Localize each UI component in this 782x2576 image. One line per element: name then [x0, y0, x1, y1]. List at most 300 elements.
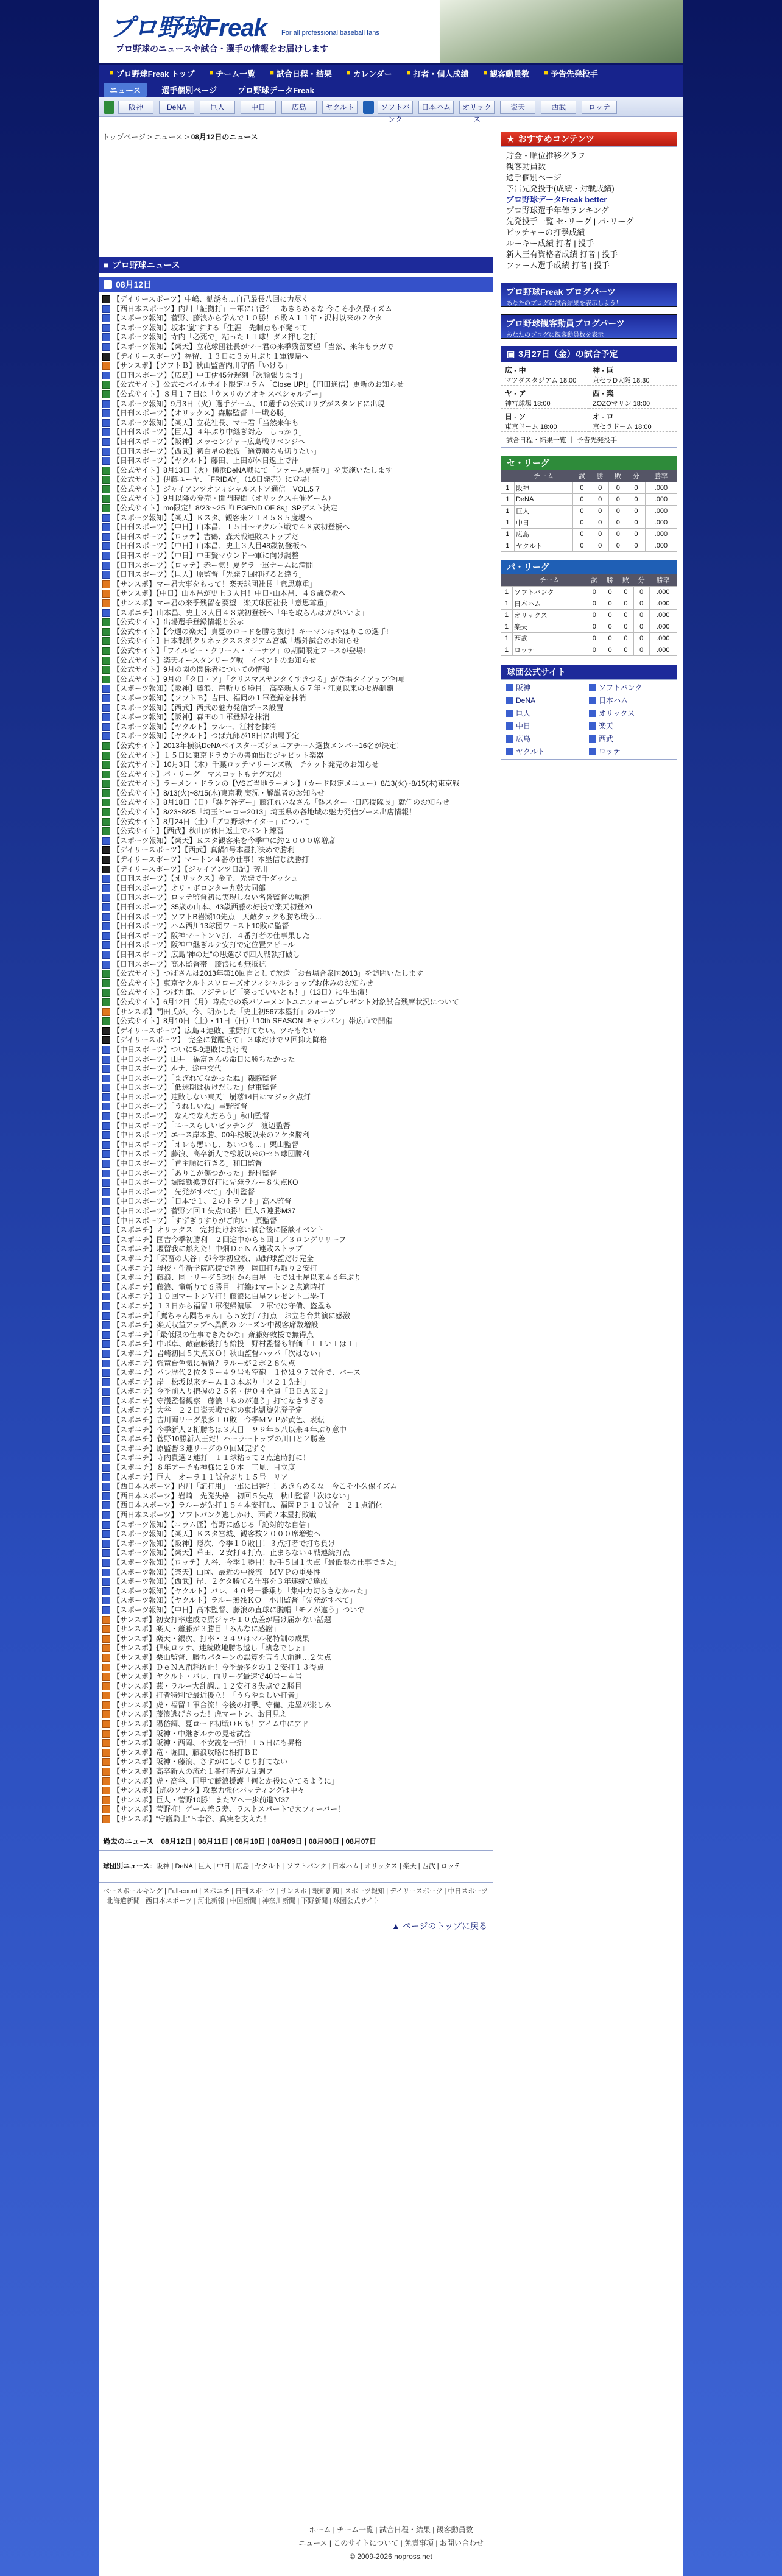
news-item-title: 【公式サイト】出場選手登録情報と公示 — [113, 618, 244, 627]
team-news-link[interactable]: ヤクルト — [255, 1862, 281, 1870]
news-item[interactable] — [102, 1140, 493, 1150]
news-item[interactable] — [102, 551, 493, 561]
news-item[interactable] — [102, 1416, 493, 1425]
footer-links-2[interactable]: ニュース | このサイトについて | 免責事項 | お問い合わせ — [298, 2539, 484, 2547]
data-freak-link[interactable] — [506, 249, 672, 260]
standings-cell: 0 — [573, 540, 591, 552]
news-item[interactable] — [102, 1283, 493, 1293]
news-item-title: 【公式サイト】6月12日（月）時点での系パワーメントユニフォームプレゼント対象試合残席状況について — [113, 997, 459, 1006]
news-item[interactable] — [102, 836, 493, 846]
news-item[interactable] — [102, 817, 493, 827]
team-news-link[interactable]: 日本ハム — [332, 1862, 359, 1870]
news-item[interactable] — [102, 684, 493, 694]
data-freak-link[interactable] — [506, 216, 672, 227]
news-item[interactable] — [102, 1634, 493, 1644]
team-site-link[interactable] — [589, 682, 672, 693]
data-freak-link[interactable] — [506, 205, 672, 216]
news-item[interactable] — [102, 1339, 493, 1349]
team-button[interactable]: 楽天 — [500, 101, 535, 114]
news-item[interactable] — [102, 656, 493, 666]
past-news-date[interactable]: 08月08日 — [308, 1837, 340, 1846]
team-site-link[interactable] — [589, 695, 672, 705]
recommended-link[interactable] — [506, 161, 672, 172]
source-icon — [102, 1150, 110, 1158]
team-button[interactable]: 巨人 — [200, 101, 235, 114]
source-icon — [102, 1245, 110, 1253]
standings-cell: 0 — [633, 610, 649, 621]
blog-parts-banner[interactable] — [501, 283, 677, 307]
news-item-title: 【スポニチ】国吉今季初勝利 ２回途中から５回１／３ロングリリーフ — [113, 1235, 347, 1244]
team-button[interactable]: ヤクルト — [322, 101, 358, 114]
news-item[interactable] — [102, 1653, 493, 1663]
news-item-title: 【公式サイト】パ・リーグ マスコットもナグ大決! — [113, 769, 282, 778]
news-item[interactable] — [102, 437, 493, 447]
standings-cell[interactable]: 広島 — [514, 529, 572, 540]
news-item[interactable] — [102, 741, 493, 751]
news-item[interactable] — [102, 305, 493, 314]
news-item[interactable] — [102, 542, 493, 551]
news-item[interactable] — [102, 1615, 493, 1625]
news-item[interactable] — [102, 1520, 493, 1530]
news-item[interactable] — [102, 295, 493, 305]
standings-cell[interactable]: オリックス — [513, 610, 586, 621]
news-item-title: 【スポーツ報知】【阪神】藤浪、竜斬り６勝目！高卒新人６７年・江夏以来のセ界制覇 — [113, 684, 394, 693]
sub-nav — [99, 82, 683, 97]
source-icon — [102, 742, 110, 750]
team-site-link[interactable] — [506, 721, 589, 731]
news-item[interactable] — [102, 1045, 493, 1055]
news-item[interactable] — [102, 400, 493, 409]
news-item[interactable] — [102, 580, 493, 590]
news-item-title: 【スポニチ】「最低限の仕事できたかな」斎藤好救援で無得点 — [113, 1330, 314, 1339]
news-item[interactable] — [102, 760, 493, 770]
team-button[interactable]: DeNA — [159, 101, 194, 114]
news-item[interactable] — [102, 1330, 493, 1340]
news-item[interactable] — [102, 1425, 493, 1435]
news-item[interactable] — [102, 979, 493, 989]
news-item[interactable] — [102, 1121, 493, 1131]
team-news-link[interactable]: 広島 — [236, 1862, 250, 1870]
source-icon — [102, 866, 110, 873]
nav-item[interactable] — [544, 68, 598, 79]
news-item[interactable] — [102, 456, 493, 466]
news-item[interactable] — [102, 1055, 493, 1065]
news-item[interactable] — [102, 1682, 493, 1692]
news-item[interactable] — [102, 627, 493, 637]
news-item[interactable] — [102, 1748, 493, 1758]
source-icon — [102, 932, 110, 940]
news-item[interactable] — [102, 1738, 493, 1748]
team-news-link[interactable]: 楽天 — [403, 1862, 417, 1870]
news-item[interactable] — [102, 323, 493, 333]
news-item[interactable] — [102, 466, 493, 476]
team-button[interactable]: 阪神 — [118, 101, 153, 114]
news-item[interactable] — [102, 1672, 493, 1682]
source-icon — [102, 1226, 110, 1234]
news-item[interactable] — [102, 713, 493, 722]
news-item[interactable] — [102, 1159, 493, 1169]
team-news-link[interactable]: オリックス — [364, 1862, 398, 1870]
past-news-date[interactable]: 08月10日 — [234, 1837, 266, 1846]
news-item[interactable] — [102, 1007, 493, 1017]
team-news-link[interactable]: ロッテ — [440, 1862, 461, 1870]
team-site-link[interactable] — [589, 746, 672, 757]
news-item[interactable] — [102, 1691, 493, 1701]
schedule-game[interactable] — [501, 409, 589, 432]
news-item[interactable] — [102, 903, 493, 912]
news-item[interactable] — [102, 1596, 493, 1606]
team-news-link[interactable]: 中日 — [217, 1862, 231, 1870]
news-item-title: 【公式サイト】つばさんは2013年第10回自として放送「お台場合衆国2013」を訪問いたします — [113, 969, 423, 978]
news-item[interactable] — [102, 1805, 493, 1815]
news-item-title: 【日刊スポーツ】阪神中継ぎルテ安打で定位置アピール — [113, 940, 295, 950]
source-icon — [102, 761, 110, 769]
nav-item[interactable] — [270, 68, 332, 79]
news-item[interactable] — [102, 1017, 493, 1026]
news-item[interactable] — [102, 1359, 493, 1369]
news-item[interactable] — [102, 1083, 493, 1093]
news-item-title: 【サンスポ】門田氏が、今、明かした「史上初567本塁打」のルーツ — [113, 1007, 336, 1016]
news-item[interactable] — [102, 646, 493, 656]
news-item[interactable] — [102, 1729, 493, 1739]
news-item[interactable] — [102, 884, 493, 894]
recommended-link[interactable] — [506, 183, 672, 194]
news-item[interactable] — [102, 950, 493, 960]
news-item[interactable] — [102, 1368, 493, 1378]
news-item[interactable] — [102, 371, 493, 381]
team-news-link[interactable]: DeNA — [175, 1862, 193, 1870]
source-icon — [102, 571, 110, 579]
subnav-item[interactable] — [155, 83, 223, 97]
news-item-title: 【スポーツ報知】【楽天】山岡、最近の中後流 ＭＶＰの重要性 — [113, 1567, 321, 1576]
news-item[interactable] — [102, 1606, 493, 1615]
news-item[interactable] — [102, 1387, 493, 1397]
news-item[interactable] — [102, 1701, 493, 1710]
news-item[interactable] — [102, 1539, 493, 1549]
news-item[interactable] — [102, 931, 493, 941]
standings-cell[interactable]: DeNA — [514, 494, 572, 506]
past-news-date[interactable]: 08月09日 — [271, 1837, 303, 1846]
team-news-link[interactable]: 巨人 — [198, 1862, 212, 1870]
news-item[interactable] — [102, 494, 493, 504]
news-item[interactable] — [102, 485, 493, 495]
game-stadium-time: ZOZOマリン 18:00 — [593, 400, 650, 408]
news-item[interactable] — [102, 1463, 493, 1473]
news-item[interactable] — [102, 893, 493, 903]
news-item[interactable] — [102, 599, 493, 609]
news-item[interactable] — [102, 1216, 493, 1226]
team-site-label: DeNA — [516, 696, 536, 705]
breadcrumb-news[interactable]: ニュース — [153, 133, 183, 141]
standings-cell[interactable]: ロッテ — [513, 644, 586, 656]
schedule-game[interactable] — [589, 386, 677, 409]
news-item[interactable] — [102, 1767, 493, 1777]
news-item[interactable] — [102, 922, 493, 931]
news-item[interactable] — [102, 1444, 493, 1454]
news-item[interactable] — [102, 1625, 493, 1634]
news-item[interactable] — [102, 1434, 493, 1444]
news-item[interactable] — [102, 361, 493, 371]
standings-cell[interactable]: 西武 — [513, 633, 586, 644]
news-item-title: 【デイリースポーツ】【ジャイアンツ日記】芳川 — [113, 864, 269, 873]
news-item[interactable] — [102, 1558, 493, 1568]
news-item[interactable] — [102, 969, 493, 979]
news-item[interactable] — [102, 779, 493, 789]
news-item[interactable] — [102, 1273, 493, 1283]
team-button[interactable]: 西武 — [541, 101, 576, 114]
news-item[interactable] — [102, 751, 493, 761]
news-item[interactable] — [102, 333, 493, 342]
news-item[interactable] — [102, 1149, 493, 1159]
news-item[interactable] — [102, 1453, 493, 1463]
news-item[interactable] — [102, 1093, 493, 1103]
source-icon — [102, 989, 110, 997]
team-site-label: ロッテ — [599, 747, 621, 756]
data-freak-link[interactable] — [506, 260, 672, 271]
news-item[interactable] — [102, 694, 493, 704]
source-icon — [102, 476, 110, 484]
news-item[interactable] — [102, 722, 493, 732]
news-item[interactable] — [102, 1643, 493, 1653]
news-item[interactable] — [102, 704, 493, 713]
standings-cell[interactable]: 楽天 — [513, 621, 586, 633]
news-item[interactable] — [102, 428, 493, 437]
news-item[interactable] — [102, 314, 493, 323]
news-item[interactable] — [102, 561, 493, 571]
data-freak-link[interactable] — [506, 238, 672, 249]
news-item[interactable] — [102, 342, 493, 352]
schedule-game[interactable] — [501, 386, 589, 409]
news-item[interactable] — [102, 1492, 493, 1501]
news-item[interactable] — [102, 789, 493, 799]
news-item[interactable] — [102, 960, 493, 970]
news-item[interactable] — [102, 409, 493, 418]
news-item[interactable] — [102, 1796, 493, 1805]
pacific-league-title: パ・リーグ — [507, 562, 549, 572]
source-icon — [102, 1701, 110, 1709]
breadcrumb-home[interactable]: トップページ — [102, 133, 146, 141]
media-links[interactable]: ベースボールキング | Full-count | スポニチ | 日刊スポーツ | サンスポ | 報知新聞 | スポーツ報知 | デイリースポーツ | 中日スポーツ | 北海道新聞 | 西日本スポーツ | 河北新報 | 中国新聞 | 神奈川新聞 | 下野新聞 | 球団公式サイト — [99, 1882, 493, 1910]
subnav-item[interactable] — [104, 83, 147, 97]
news-item-title: 【スポニチ】藤浪、同一リーグ５球団から白星 セでは土屋以来４６年ぶり — [113, 1273, 362, 1282]
team-news-link[interactable]: 西武 — [421, 1862, 435, 1870]
standings-cell[interactable]: ヤクルト — [514, 540, 572, 552]
news-item[interactable] — [102, 912, 493, 922]
news-item-title: 【サンスポ】虎・高谷、同甲で藤浪援護「何とか役に立てるように」 — [113, 1776, 339, 1785]
recommended-link[interactable] — [506, 172, 672, 183]
news-item[interactable] — [102, 1197, 493, 1207]
news-item[interactable] — [102, 1026, 493, 1036]
team-site-link[interactable] — [506, 682, 589, 693]
news-item[interactable] — [102, 637, 493, 646]
recommended-link[interactable] — [506, 150, 672, 161]
news-item[interactable] — [102, 475, 493, 485]
news-item[interactable] — [102, 1178, 493, 1188]
news-item[interactable] — [102, 418, 493, 428]
standings-row — [501, 540, 677, 552]
standings-cell[interactable]: 日本ハム — [513, 598, 586, 610]
news-item[interactable] — [102, 665, 493, 675]
page-top-link[interactable]: ▲ ページのトップに戻る — [391, 1921, 487, 1931]
news-item[interactable] — [102, 1720, 493, 1729]
past-news-date[interactable]: 08月12日 — [161, 1837, 192, 1846]
news-item[interactable] — [102, 1207, 493, 1216]
news-item[interactable] — [102, 513, 493, 523]
subnav-item[interactable] — [231, 83, 320, 97]
news-item[interactable] — [102, 1587, 493, 1597]
news-item[interactable] — [102, 855, 493, 865]
source-icon — [102, 827, 110, 835]
news-item[interactable] — [102, 1548, 493, 1558]
news-item[interactable] — [102, 1349, 493, 1359]
news-item[interactable] — [102, 1378, 493, 1388]
news-item[interactable] — [102, 1663, 493, 1673]
news-item[interactable] — [102, 845, 493, 855]
schedule-links[interactable]: 試合日程・結果一覧 ｜ 予告先発投手 — [501, 432, 677, 448]
news-item[interactable] — [102, 770, 493, 780]
team-site-link[interactable] — [589, 733, 672, 744]
schedule-game[interactable] — [589, 409, 677, 432]
nav-item[interactable] — [347, 68, 392, 79]
standings-cell: .000 — [645, 517, 677, 529]
news-item[interactable] — [102, 1074, 493, 1084]
schedule-game[interactable] — [589, 362, 677, 386]
news-item[interactable] — [102, 1511, 493, 1520]
news-item[interactable] — [102, 1311, 493, 1321]
news-item[interactable] — [102, 1292, 493, 1302]
news-item[interactable] — [102, 808, 493, 817]
news-item[interactable] — [102, 1577, 493, 1587]
team-news-link[interactable]: ソフトバンク — [286, 1862, 327, 1870]
news-item[interactable] — [102, 1473, 493, 1483]
news-item[interactable] — [102, 940, 493, 950]
news-item-title: 【サンスポ】栗山監督、勝ちパターンの誤算を言う大前進…２失点 — [113, 1653, 331, 1662]
news-item[interactable] — [102, 1777, 493, 1787]
news-item[interactable] — [102, 827, 493, 836]
news-item[interactable] — [102, 1568, 493, 1578]
team-site-link[interactable] — [589, 708, 672, 718]
news-item-title: 【スポニチ】原監督３連リーグの９回Ｍ完ずぐ — [113, 1444, 267, 1453]
news-item[interactable] — [102, 589, 493, 599]
team-button[interactable]: ロッテ — [582, 101, 617, 114]
news-item[interactable] — [102, 1254, 493, 1264]
news-item[interactable] — [102, 988, 493, 998]
news-item[interactable] — [102, 1188, 493, 1198]
nav-item[interactable] — [483, 68, 529, 79]
standings-cell[interactable]: ソフトバンク — [513, 587, 586, 598]
news-item[interactable] — [102, 1501, 493, 1511]
team-site-link[interactable] — [506, 695, 589, 705]
recommended-title: おすすめコンテンツ — [518, 134, 595, 144]
news-item[interactable] — [102, 1064, 493, 1074]
nav-item[interactable] — [407, 68, 469, 79]
news-item[interactable] — [102, 618, 493, 627]
past-news-date[interactable]: 08月11日 — [198, 1837, 229, 1846]
news-item[interactable] — [102, 1226, 493, 1235]
news-item[interactable] — [102, 1757, 493, 1767]
team-site-link[interactable] — [506, 746, 589, 757]
standings-cell[interactable]: 阪神 — [514, 482, 572, 494]
standings-cell: 0 — [627, 494, 646, 506]
attendance-parts-banner[interactable] — [501, 314, 677, 339]
team-logo-icon — [506, 697, 513, 704]
standings-cell[interactable]: 巨人 — [514, 506, 572, 517]
nav-item[interactable] — [110, 68, 195, 79]
news-item[interactable] — [102, 675, 493, 685]
source-icon — [102, 552, 110, 560]
news-item[interactable] — [102, 1036, 493, 1045]
data-freak-link[interactable] — [506, 227, 672, 238]
source-icon — [102, 1692, 110, 1699]
standings-cell: 0 — [591, 529, 609, 540]
news-item[interactable] — [102, 1406, 493, 1416]
standings-cell: 0 — [602, 598, 618, 610]
news-item[interactable] — [102, 609, 493, 618]
news-item[interactable] — [102, 1530, 493, 1539]
game-stadium-time: 京セラドーム 18:00 — [593, 423, 652, 431]
news-item[interactable] — [102, 1302, 493, 1311]
news-item[interactable] — [102, 1235, 493, 1245]
news-item[interactable] — [102, 1102, 493, 1112]
news-item[interactable] — [102, 998, 493, 1007]
news-item[interactable] — [102, 1321, 493, 1330]
news-item[interactable] — [102, 1169, 493, 1179]
news-item[interactable] — [102, 1482, 493, 1492]
past-news-date[interactable]: 08月07日 — [345, 1837, 377, 1846]
team-news-link[interactable]: 阪神 — [156, 1862, 170, 1870]
news-item[interactable] — [102, 380, 493, 390]
news-item[interactable] — [102, 447, 493, 457]
team-site-link[interactable] — [589, 721, 672, 731]
site-logo[interactable]: プロ野球Freak — [110, 15, 267, 41]
team-site-link[interactable] — [506, 733, 589, 744]
news-item[interactable] — [102, 390, 493, 400]
team-button[interactable]: 広島 — [281, 101, 317, 114]
news-item[interactable] — [102, 570, 493, 580]
news-item[interactable] — [102, 732, 493, 741]
section-header — [99, 257, 493, 273]
news-item[interactable] — [102, 1815, 493, 1824]
news-item-title: 【中日スポーツ】「まぎれてなかったね」森脇監督 — [113, 1073, 277, 1082]
news-item-title: 【サンスポ】伊東ロッテ、連続敗地勝ち越し「執念でしょ」 — [113, 1643, 309, 1653]
news-item[interactable] — [102, 1264, 493, 1274]
news-item-title: 【スポーツ報知】【楽天】立花球団社長がマー君の来季残留要望「当然、来年もラガで」 — [113, 342, 401, 351]
news-item[interactable] — [102, 1786, 493, 1796]
news-item[interactable] — [102, 798, 493, 808]
footer-links-1[interactable]: ホーム | チーム一覧 | 試合日程・結果 | 観客動員数 — [309, 2525, 473, 2534]
team-button[interactable]: オリックス — [459, 101, 495, 114]
news-item[interactable] — [102, 1244, 493, 1254]
news-item[interactable] — [102, 523, 493, 532]
team-button[interactable]: 日本ハム — [418, 101, 454, 114]
news-item[interactable] — [102, 504, 493, 513]
news-item[interactable] — [102, 352, 493, 362]
news-item[interactable] — [102, 1397, 493, 1406]
news-item[interactable] — [102, 874, 493, 884]
news-item[interactable] — [102, 1131, 493, 1140]
schedule-game[interactable] — [501, 362, 589, 386]
news-item[interactable] — [102, 532, 493, 542]
team-site-link[interactable] — [506, 708, 589, 718]
team-button[interactable]: ソフトバンク — [378, 101, 413, 114]
news-item[interactable] — [102, 1710, 493, 1720]
team-button[interactable]: 中日 — [241, 101, 276, 114]
standings-cell[interactable]: 中日 — [514, 517, 572, 529]
news-item[interactable] — [102, 1112, 493, 1121]
nav-item[interactable] — [210, 68, 256, 79]
news-item[interactable] — [102, 865, 493, 875]
source-icon — [102, 1710, 110, 1718]
